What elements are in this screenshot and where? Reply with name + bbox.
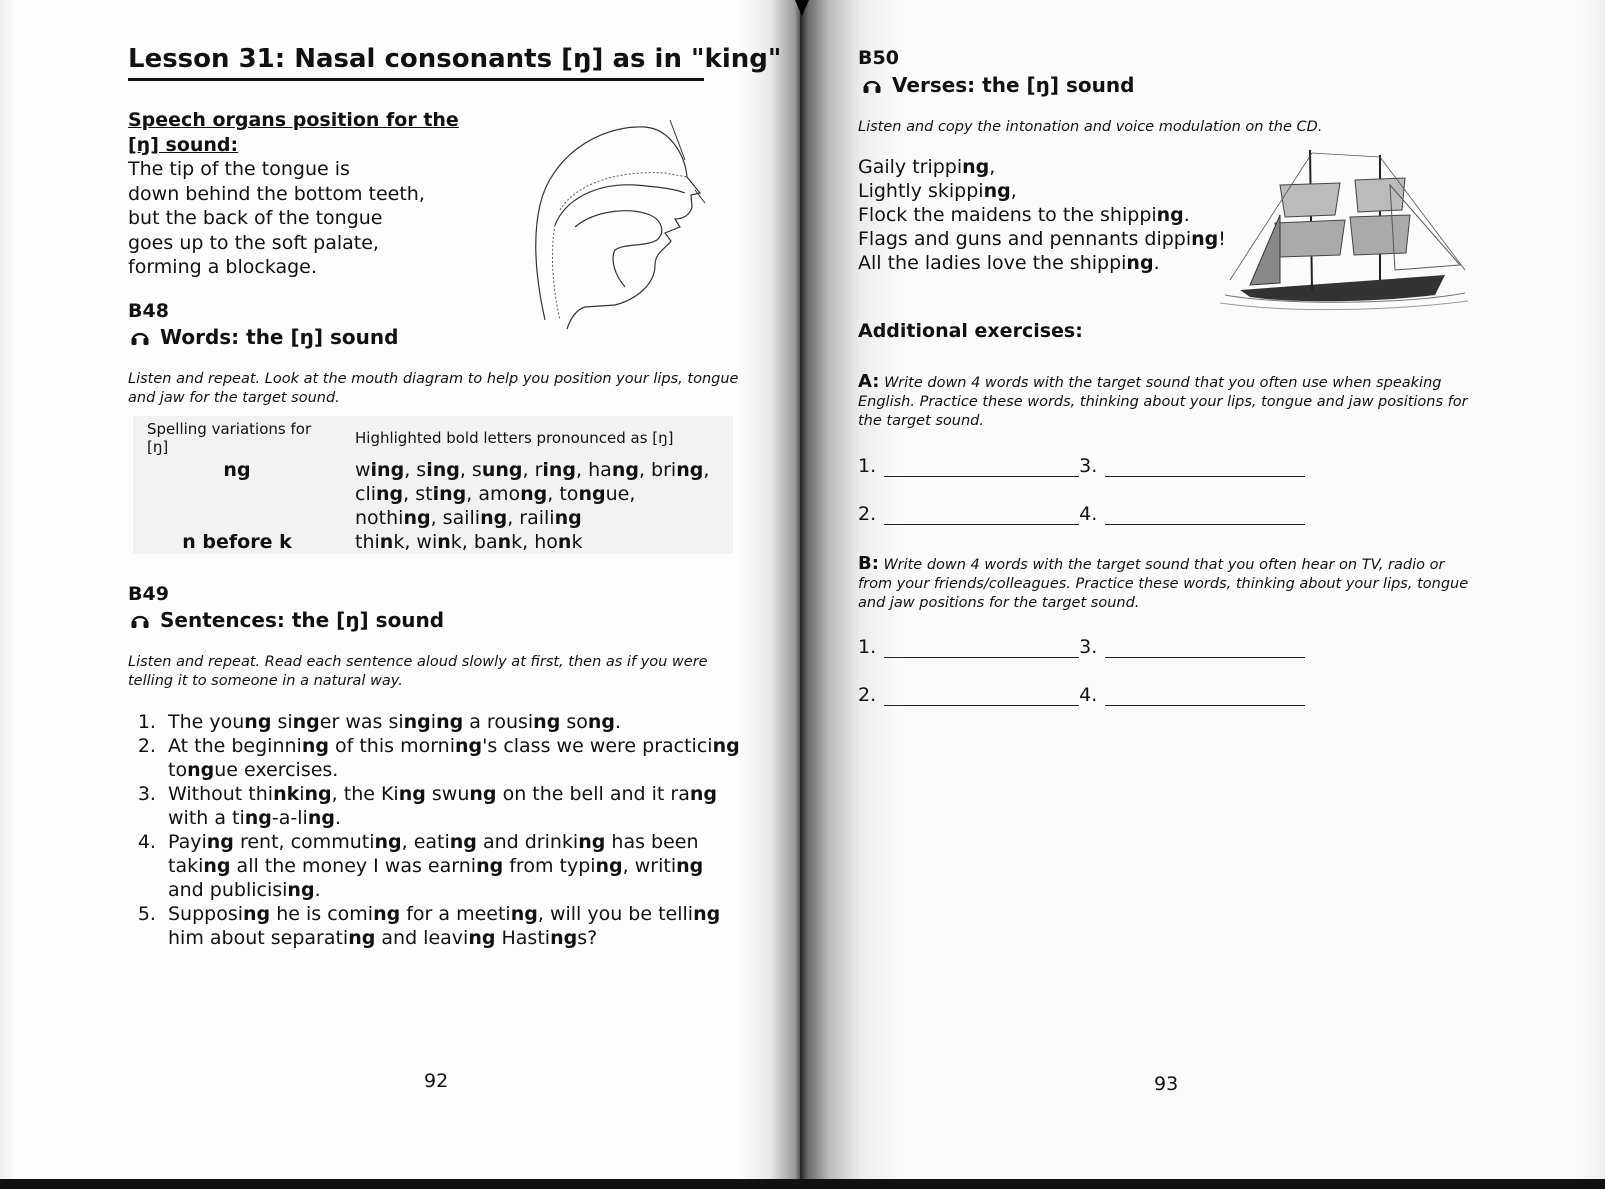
speech-line: The tip of the tongue is bbox=[128, 158, 350, 180]
sentence-item: 3. Without thinking, the King swung on the bell and it rang with a ting-a-ling. bbox=[162, 782, 742, 830]
page-number: 92 bbox=[424, 1070, 449, 1092]
spelling-column-header: Spelling variations for [ŋ] bbox=[147, 420, 312, 456]
spelling-pattern: n before k bbox=[182, 531, 292, 553]
sailing-ship-illustration bbox=[1220, 145, 1470, 320]
sentence-item: 5. Supposing he is coming for a meeting, will you be telling him about separating and leaving Hastings? bbox=[162, 902, 742, 950]
example-word: tongue bbox=[559, 483, 630, 505]
example-word: bring bbox=[651, 459, 704, 481]
sentence-item: 1. The young singer was singing a rousing song. bbox=[162, 710, 742, 734]
headphones-icon[interactable] bbox=[130, 611, 150, 629]
verse-block bbox=[858, 155, 1228, 275]
blank-label: 1. bbox=[858, 636, 877, 658]
example-word: sing bbox=[416, 459, 460, 481]
exercise-a-prompt bbox=[858, 372, 1473, 431]
exercise-a-blanks bbox=[858, 455, 1305, 525]
additional-exercises-heading: Additional exercises: bbox=[858, 320, 1083, 342]
spelling-row bbox=[133, 458, 733, 530]
example-word: among bbox=[478, 483, 548, 505]
b50-code: B50 bbox=[858, 47, 899, 69]
example-words: think, wink, bank, honk bbox=[355, 531, 583, 553]
answer-blank-line[interactable] bbox=[884, 523, 1079, 525]
answer-blank-line[interactable] bbox=[884, 656, 1079, 658]
example-word: nothing bbox=[355, 507, 431, 529]
verse-line: Flock the maidens to the shipping. bbox=[858, 204, 1190, 226]
example-word: bank bbox=[473, 531, 523, 553]
example-word: wink bbox=[416, 531, 462, 553]
spelling-pattern: ng bbox=[223, 459, 251, 481]
blank-label: 4. bbox=[1079, 684, 1098, 706]
page-number: 93 bbox=[1154, 1073, 1179, 1095]
b48-heading-row[interactable] bbox=[130, 325, 398, 349]
example-word: wing bbox=[355, 459, 405, 481]
speech-organs-heading: Speech organs position for the [ŋ] sound: bbox=[128, 109, 459, 156]
b49-heading: Sentences: the [ŋ] sound bbox=[160, 608, 445, 632]
verse-line: Lightly skipping, bbox=[858, 180, 1017, 202]
exercise-b-prompt bbox=[858, 554, 1473, 613]
exercise-a-label: A: bbox=[858, 371, 880, 392]
example-word: hang bbox=[588, 459, 639, 481]
speech-line: down behind the bottom teeth, bbox=[128, 182, 425, 205]
example-word: railing bbox=[519, 507, 582, 529]
blank-label: 2. bbox=[858, 503, 877, 525]
blank-label: 3. bbox=[1079, 636, 1098, 658]
example-words: wing, sing, sung, ring, hang, bring, cling, sting, among, tongue, nothing, sailing, railing bbox=[355, 459, 710, 529]
example-word: sting bbox=[415, 483, 467, 505]
example-word: think bbox=[355, 531, 405, 553]
example-word: ring bbox=[534, 459, 577, 481]
headphones-icon[interactable] bbox=[130, 328, 150, 346]
sentence-item: 2. At the beginning of this morning's class we were practicing tongue exercises. bbox=[162, 734, 742, 782]
lesson-title-block bbox=[128, 44, 781, 81]
headphones-icon[interactable] bbox=[862, 76, 882, 94]
title-underline bbox=[128, 78, 704, 81]
answer-blank-line[interactable] bbox=[884, 704, 1079, 706]
example-word: sailing bbox=[442, 507, 508, 529]
b49-heading-row[interactable] bbox=[130, 608, 444, 632]
example-word: sung bbox=[471, 459, 523, 481]
verse-line: All the ladies love the shipping. bbox=[858, 252, 1160, 274]
exercise-a-text: Write down 4 words with the target sound that you often use when speaking English. Practice these words, thinking about your lips, tongue and jaw positions for the target sound. bbox=[858, 375, 1468, 429]
blank-label: 1. bbox=[858, 455, 877, 477]
pronounced-column-header: Highlighted bold letters pronounced as [ŋ] bbox=[355, 429, 674, 447]
b50-heading-row[interactable] bbox=[862, 73, 1134, 97]
spelling-row bbox=[133, 530, 733, 554]
sentence-item: 4. Paying rent, commuting, eating and drinking has been taking all the money I was earning from typing, writing and publicising. bbox=[162, 830, 742, 902]
b49-instruction: Listen and repeat. Read each sentence aloud slowly at first, then as if you were telling it to someone in a natural way. bbox=[128, 654, 708, 689]
exercise-b-text: Write down 4 words with the target sound that you often hear on TV, radio or from your friends/colleagues. Practice these words, thinking about your lips, tongue and jaw positions for the target sound. bbox=[858, 557, 1469, 611]
mouth-diagram-illustration bbox=[515, 115, 710, 330]
verse-line: Gaily tripping, bbox=[858, 156, 996, 178]
speech-organs-description bbox=[128, 157, 468, 280]
b50-heading: Verses: the [ŋ] sound bbox=[892, 73, 1135, 97]
verse-line: Flags and guns and pennants dipping! bbox=[858, 228, 1226, 250]
speech-line: goes up to the soft palate, bbox=[128, 231, 379, 254]
example-word: honk bbox=[534, 531, 583, 553]
exercise-b-blanks bbox=[858, 636, 1305, 706]
b49-code: B49 bbox=[128, 583, 169, 605]
left-page bbox=[0, 0, 800, 1180]
answer-blank-line[interactable] bbox=[1105, 523, 1305, 525]
book-bottom-edge bbox=[0, 1179, 1605, 1189]
speech-line: but the back of the tongue bbox=[128, 207, 383, 229]
answer-blank-line[interactable] bbox=[1105, 704, 1305, 706]
b48-heading: Words: the [ŋ] sound bbox=[160, 325, 399, 349]
answer-blank-line[interactable] bbox=[884, 475, 1079, 477]
sentence-list bbox=[128, 710, 742, 950]
lesson-title: Lesson 31: Nasal consonants [ŋ] as in "king" bbox=[128, 44, 782, 74]
b48-instruction: Listen and repeat. Look at the mouth diagram to help you position your lips, tongue and jaw for the target sound. bbox=[128, 371, 739, 406]
exercise-b-label: B: bbox=[858, 553, 879, 574]
spelling-table bbox=[133, 416, 733, 554]
right-page bbox=[800, 0, 1605, 1180]
speech-line: forming a blockage. bbox=[128, 256, 317, 278]
blank-label: 2. bbox=[858, 684, 877, 706]
answer-blank-line[interactable] bbox=[1105, 656, 1305, 658]
example-word: cling bbox=[355, 483, 404, 505]
b50-instruction: Listen and copy the intonation and voice modulation on the CD. bbox=[858, 119, 1323, 135]
b48-code: B48 bbox=[128, 300, 169, 322]
blank-label: 3. bbox=[1079, 455, 1098, 477]
blank-label: 4. bbox=[1079, 503, 1098, 525]
answer-blank-line[interactable] bbox=[1105, 475, 1305, 477]
